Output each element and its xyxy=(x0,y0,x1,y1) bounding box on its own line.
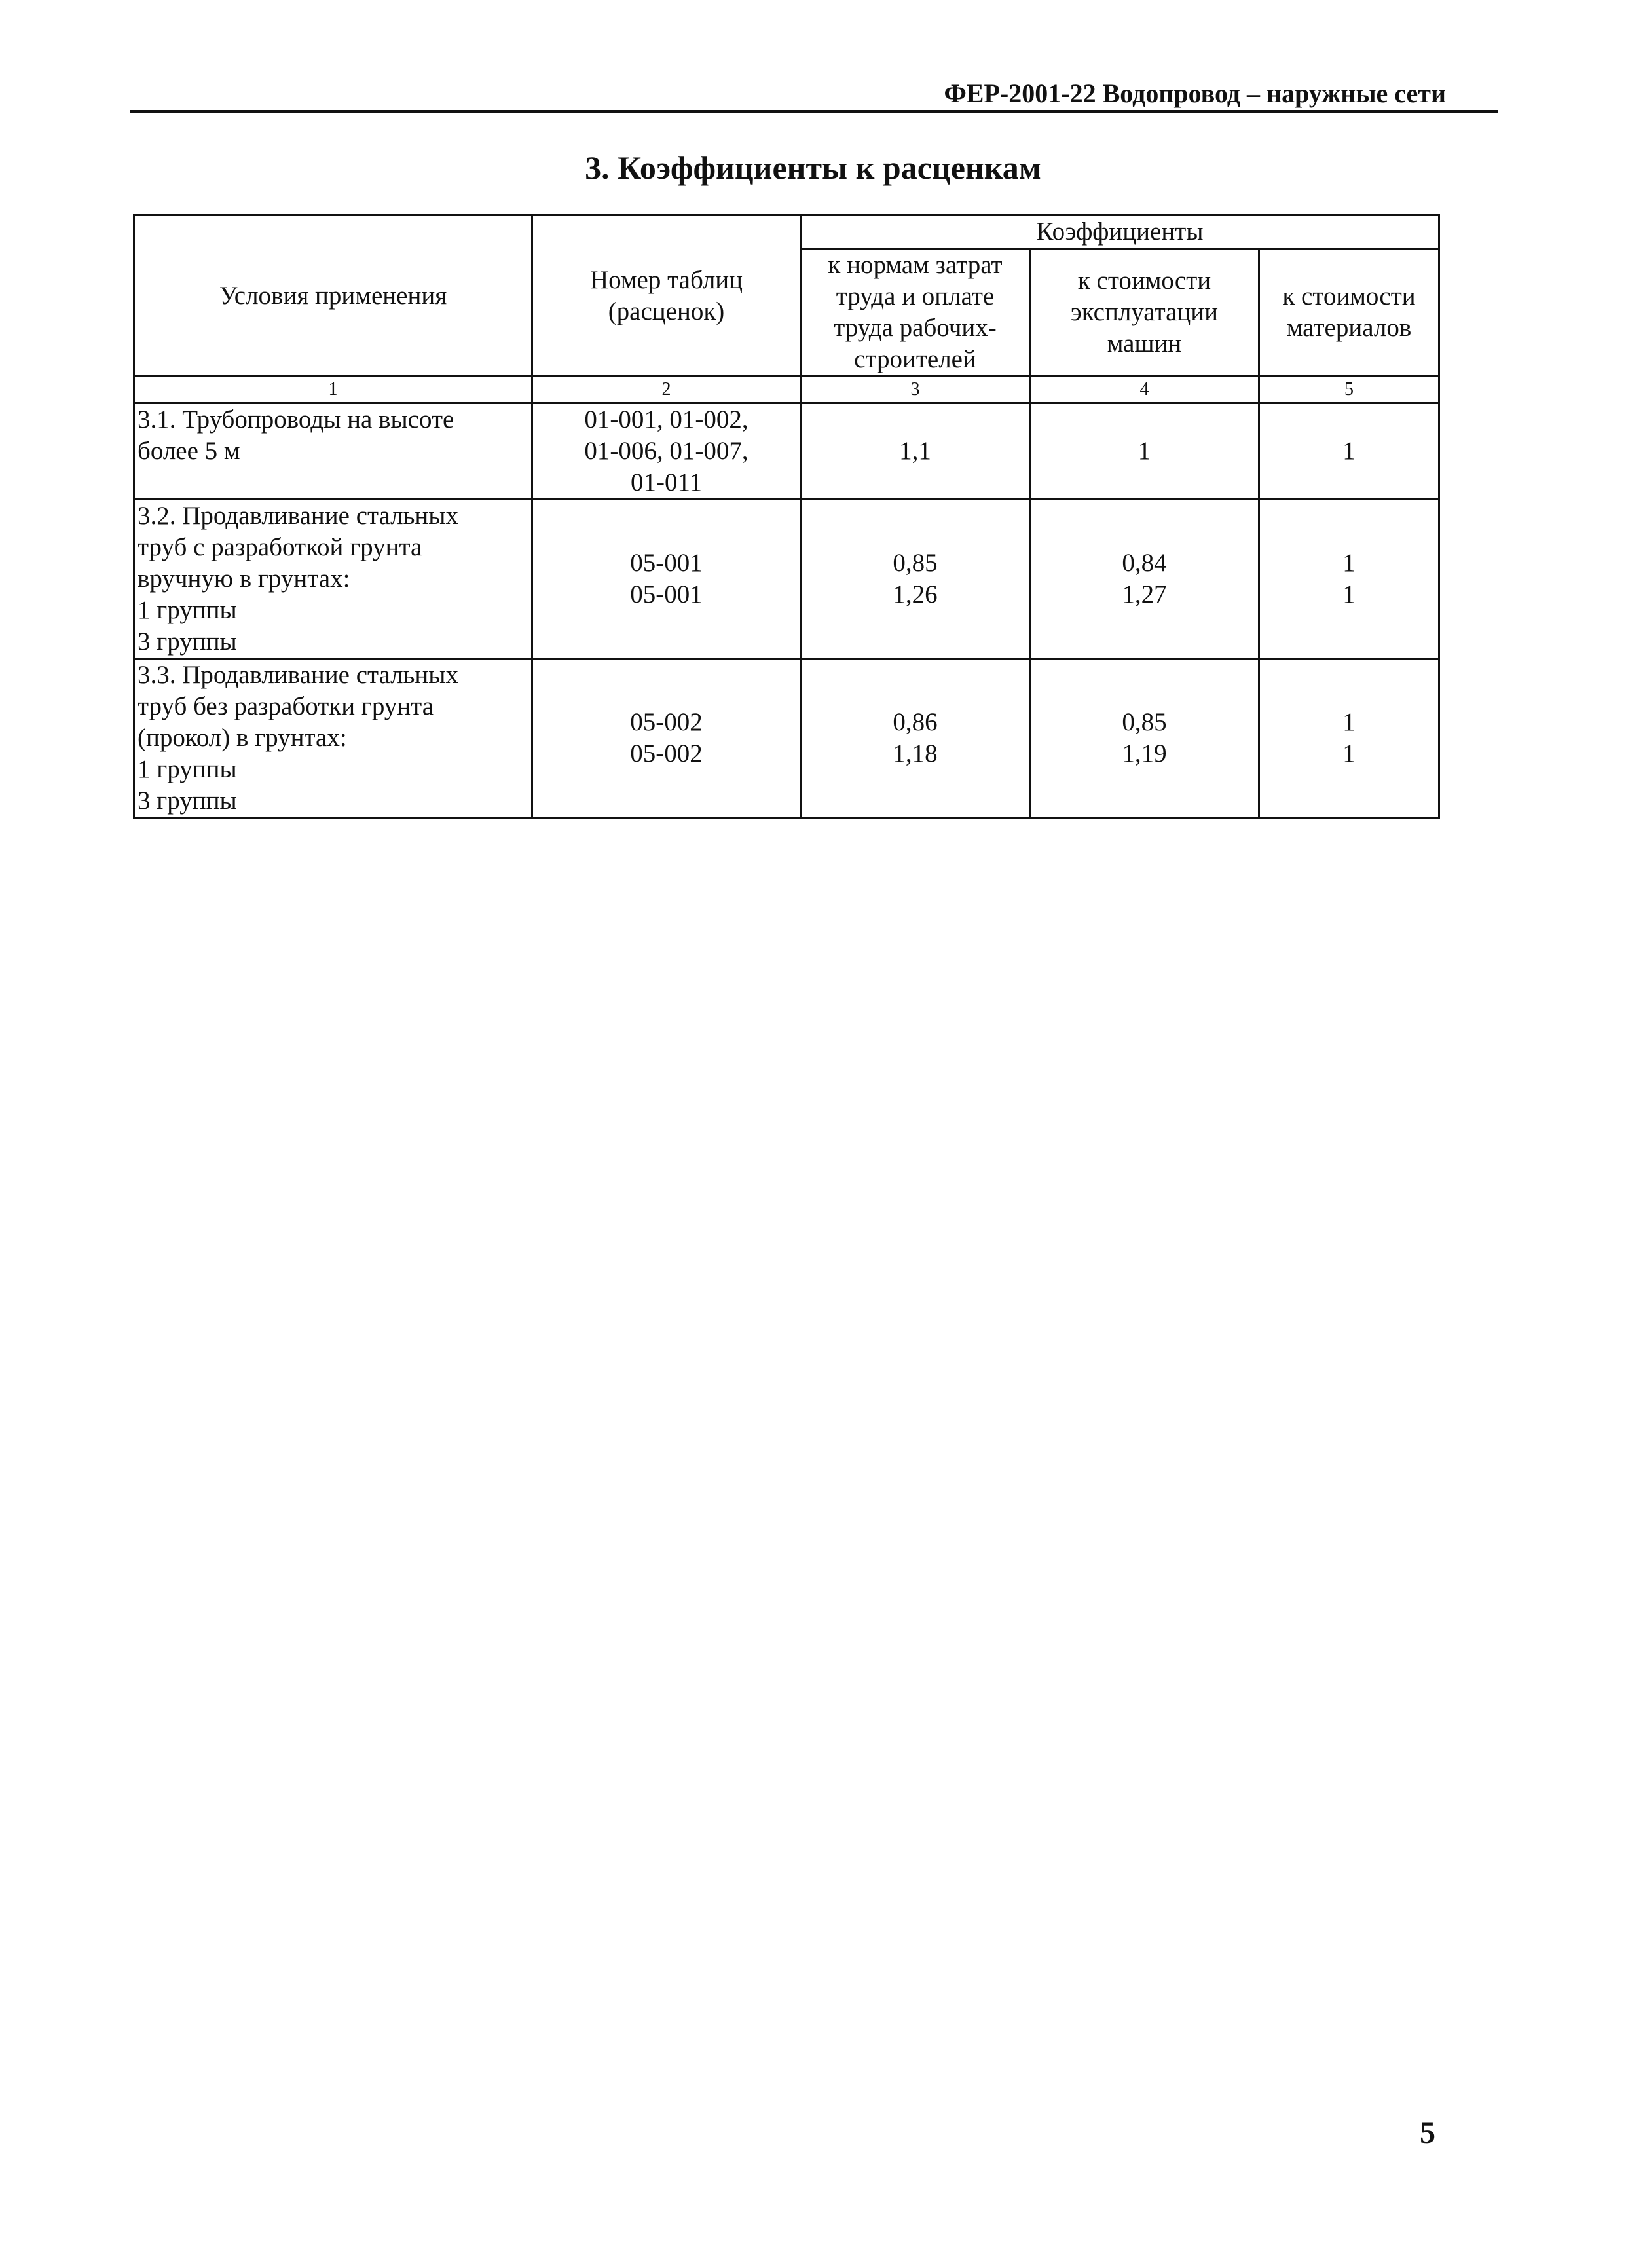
labor-coefficient-cell: 1,1 xyxy=(801,403,1030,500)
materials-coefficient-cell: 1 1 xyxy=(1259,500,1439,659)
page-number: 5 xyxy=(1420,2115,1435,2150)
labor-coefficient-cell: 0,86 1,18 xyxy=(801,659,1030,818)
table-number-cell: 01-001, 01-002, 01-006, 01-007, 01-011 xyxy=(532,403,801,500)
running-header-title: ФЕР-2001-22 Водопровод – наружные сети xyxy=(944,79,1446,108)
column-header-condition: Условия применения xyxy=(134,215,532,377)
column-header-machines: к стоимости эксплуатации машин xyxy=(1030,249,1259,377)
machines-coefficient-cell: 1 xyxy=(1030,403,1259,500)
table-header-row xyxy=(134,215,1439,249)
table-row xyxy=(134,659,1439,818)
column-number: 5 xyxy=(1259,377,1439,403)
column-group-coefficients: Коэффициенты xyxy=(801,215,1439,249)
column-number: 4 xyxy=(1030,377,1259,403)
column-number: 3 xyxy=(801,377,1030,403)
condition-cell: 3.3. Продавливание стальных труб без разработки грунта (прокол) в грунтах: 1 группы 3 группы xyxy=(134,659,532,818)
column-header-table-number: Номер таблиц (расценок) xyxy=(532,215,801,377)
column-number: 1 xyxy=(134,377,532,403)
column-number-row xyxy=(134,377,1439,403)
table-row xyxy=(134,403,1439,500)
column-header-labor: к нормам затрат труда и оплате труда рабочих- строителей xyxy=(801,249,1030,377)
table-number-cell: 05-002 05-002 xyxy=(532,659,801,818)
section-title xyxy=(0,149,1626,186)
condition-cell: 3.1. Трубопроводы на высоте более 5 м xyxy=(134,403,532,500)
table-row xyxy=(134,500,1439,659)
column-header-materials: к стоимости материалов xyxy=(1259,249,1439,377)
materials-coefficient-cell: 1 xyxy=(1259,403,1439,500)
machines-coefficient-cell: 0,85 1,19 xyxy=(1030,659,1259,818)
materials-coefficient-cell: 1 1 xyxy=(1259,659,1439,818)
condition-cell: 3.2. Продавливание стальных труб с разработкой грунта вручную в грунтах: 1 группы 3 группы xyxy=(134,500,532,659)
column-number: 2 xyxy=(532,377,801,403)
labor-coefficient-cell: 0,85 1,26 xyxy=(801,500,1030,659)
running-header xyxy=(130,77,1498,113)
coefficients-table xyxy=(133,214,1440,819)
table-number-cell: 05-001 05-001 xyxy=(532,500,801,659)
section-title-text: 3. Коэффициенты к расценкам xyxy=(585,149,1041,186)
machines-coefficient-cell: 0,84 1,27 xyxy=(1030,500,1259,659)
